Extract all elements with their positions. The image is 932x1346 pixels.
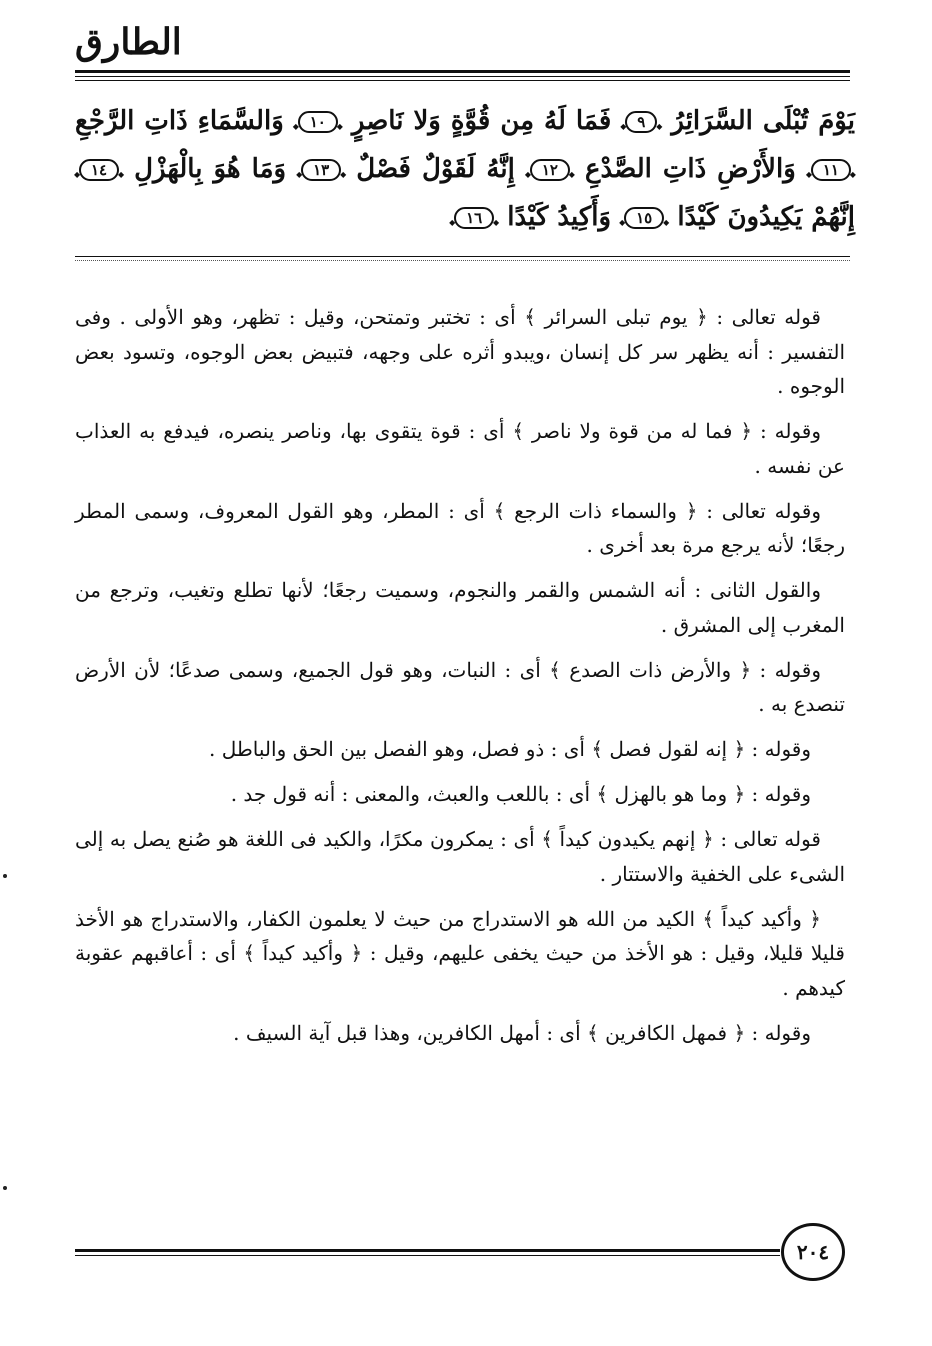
header-rule-thin-2	[75, 80, 850, 81]
verses-rule-dotted	[75, 260, 850, 261]
verses-rule	[75, 256, 850, 257]
verse-text: إِنَّهُ لَقَوْلٌ فَصْلٌ	[356, 154, 515, 184]
ayah-number-marker: ◆ ١١ ◆	[811, 159, 851, 181]
ayah-number-marker: ◆ ١٥ ◆	[624, 207, 664, 229]
ayah-number-marker: ◆ ١٤ ◆	[79, 159, 119, 181]
commentary-paragraph: وقوله : ﴿ وما هو بالهزل ﴾ أى : باللعب والعبث، والمعنى : أنه قول جد .	[230, 782, 811, 806]
verse-text: فَمَا لَهُ مِن قُوَّةٍ وَلا نَاصِرٍ	[351, 106, 612, 136]
page-footer	[75, 1220, 850, 1290]
surah-title: الطارق	[75, 21, 182, 63]
verse-text: إِنَّهُمْ يَكِيدُونَ كَيْدًا	[677, 202, 855, 232]
verse-text: وَمَا هُوَ بِالْهَزْلِ	[134, 154, 287, 184]
footer-rule-thick	[75, 1249, 780, 1252]
commentary-paragraph: والقول الثانى : أنه الشمس والقمر والنجوم، وسميت رجعًا؛ لأنها تطلع وتغيب، وترجع من المغرب إلى المشرق .	[75, 578, 845, 637]
quran-line	[75, 192, 855, 240]
page-number-ornament	[781, 1223, 845, 1281]
quran-line	[75, 96, 855, 144]
quran-verses-block	[75, 96, 855, 240]
verse-text: يَوْمَ تُبْلَى السَّرَائِرُ	[671, 106, 855, 136]
verse-text: وَالسَّمَاءِ ذَاتِ الرَّجْعِ	[75, 106, 284, 136]
quran-line	[75, 144, 855, 192]
commentary-paragraph: وقوله تعالى : ﴿ والسماء ذات الرجع ﴾ أى : المطر، وهو القول المعروف، وسمى المطر رجعًا؛ لأنه يرجع مرة بعد أخرى .	[75, 498, 845, 557]
ayah-number-marker: ◆ ٩ ◆	[625, 111, 657, 133]
ayah-number-marker: ◆ ١٠ ◆	[298, 111, 338, 133]
commentary-paragraph: قوله تعالى : ﴿ يوم تبلى السرائر ﴾ أى : تختبر وتمتحن، وقيل : تظهر، وهو الأولى . وفى التفسير : أنه يظهر سر كل إنسان ،ويبدو أثره على وجهه، فتبيض بعض الوجوه، وتسود بعض الوجوه .	[75, 305, 845, 398]
ayah-number-marker: ◆ ١٦ ◆	[454, 207, 494, 229]
commentary-paragraph: قوله تعالى : ﴿ إنهم يكيدون كيداً ﴾ أى : يمكرون مكرًا، والكيد فى اللغة هو صُنع يصل به إلى الشىء على الخفية والاستتار .	[75, 827, 845, 886]
scan-speck	[3, 1186, 7, 1190]
verse-text: وَالأَرْضِ ذَاتِ الصَّدْعِ	[584, 154, 796, 184]
ayah-number-marker: ◆ ١٣ ◆	[301, 159, 341, 181]
footer-rule-thin	[75, 1255, 780, 1256]
commentary-paragraph: وقوله : ﴿ فما له من قوة ولا ناصر ﴾ أى : قوة يتقوى بها، وناصر ينصره، فيدفع به العذاب عن نفسه .	[75, 419, 845, 478]
commentary-paragraph: وقوله : ﴿ فمهل الكافرين ﴾ أى : أمهل الكافرين، وهذا قبل آية السيف .	[233, 1020, 811, 1045]
commentary-paragraph: وقوله : ﴿ والأرض ذات الصدع ﴾ أى : النبات، وهو قول الجميع، وسمى صدعًا؛ لأن الأرض تنصدع به .	[75, 657, 845, 716]
scan-speck	[3, 874, 7, 878]
page-number: ٢٠٤	[796, 1240, 830, 1264]
tafsir-commentary	[75, 300, 845, 1061]
commentary-paragraph: ﴿ وأكيد كيداً ﴾ الكيد من الله هو الاستدراج من حيث لا يعلمون الكفار، والاستدراج هو الأخذ قليلا قليلا، وقيل : هو الأخذ من حيث يخفى عليهم، وقيل : ﴿ وأكيد كيداً ﴾ أى : أعاقبهم عقوبة كيدهم .	[75, 906, 845, 1000]
verse-text: وَأَكِيدُ كَيْدًا	[507, 202, 612, 232]
header-rule-thick	[75, 70, 850, 73]
ayah-number-marker: ◆ ١٢ ◆	[530, 159, 570, 181]
commentary-paragraph: وقوله : ﴿ إنه لقول فصل ﴾ أى : ذو فصل، وهو الفصل بين الحق والباطل .	[209, 737, 811, 761]
header-rule-thin	[75, 76, 850, 77]
